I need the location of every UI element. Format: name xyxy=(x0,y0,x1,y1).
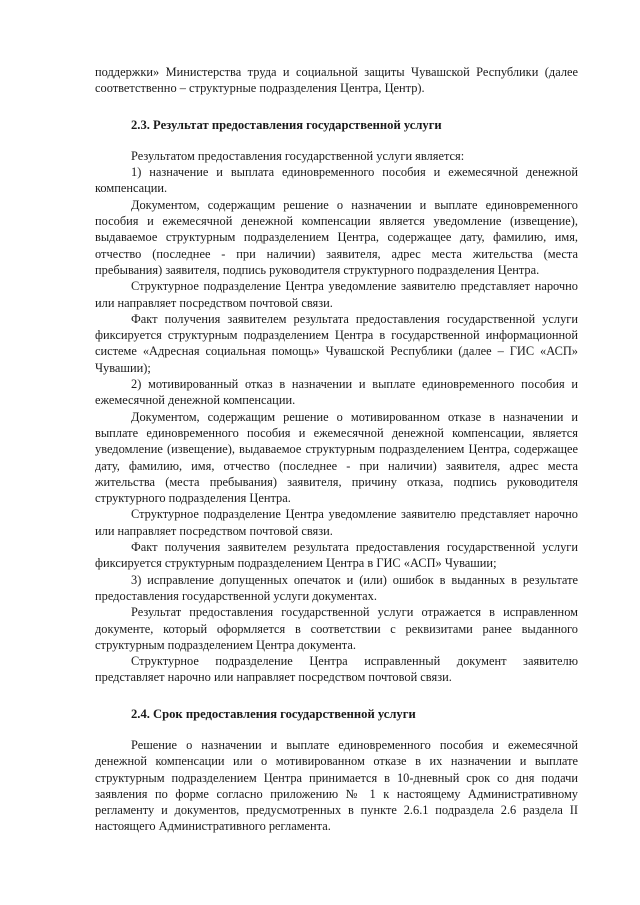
section-2-3-paragraph: 2) мотивированный отказ в назначении и выплате единовременного пособия и ежемесячной денежной компенсации. xyxy=(95,377,578,408)
section-2-3-paragraph: Структурное подразделение Центра исправленный документ заявителю представляет нарочно или направляет посредством почтовой связи. xyxy=(95,654,578,685)
section-2-3-paragraph: 1) назначение и выплата единовременного пособия и ежемесячной денежной компенсации. xyxy=(95,165,578,196)
section-2-3-paragraph: Результатом предоставления государственной услуги является: xyxy=(131,148,465,163)
section-heading-2-4: 2.4. Срок предоставления государственной услуги xyxy=(131,706,416,721)
section-2-3-paragraph: Структурное подразделение Центра уведомление заявителю представляет нарочно или направляет посредством почтовой связи. xyxy=(95,279,578,310)
intro-paragraph: поддержки» Министерства труда и социальной защиты Чувашской Республики (далее соответственно – структурные подразделения Центра, Центр). xyxy=(95,65,578,96)
section-2-3-paragraph: Факт получения заявителем результата предоставления государственной услуги фиксируется структурным подразделением Центра в государственной информационной системе «Адресная социальная помощь» Чувашской Республики (далее – ГИС «АСП» Чувашии); xyxy=(95,311,578,375)
section-2-3-paragraph: Результат предоставления государственной услуги отражается в исправленном документе, который оформляется в соответствии с реквизитами ранее выданного структурным подразделением Центра документа. xyxy=(95,605,578,652)
section-2-4-paragraph: Решение о назначении и выплате единовременного пособия и ежемесячной денежной компенсации или о мотивированном отказе в их назначении и выплате структурным подразделением Центра принимается в 10-дневный срок со дня подачи заявления по форме согласно приложению № 1 к настоящему Административному регламенту и документов, предусмотренных в пункте 2.6.1 подраздела 2.6 раздела II настоящего Административного регламента. xyxy=(95,737,578,834)
document-page xyxy=(95,64,578,835)
section-2-3-paragraph: Факт получения заявителем результата предоставления государственной услуги фиксируется структурным подразделением Центра в ГИС «АСП» Чувашии; xyxy=(95,540,578,571)
section-2-3-paragraph: 3) исправление допущенных опечаток и (или) ошибок в выданных в результате предоставления государственной услуги документах. xyxy=(95,572,578,603)
section-2-3-paragraph: Структурное подразделение Центра уведомление заявителю представляет нарочно или направляет посредством почтовой связи. xyxy=(95,507,578,538)
section-2-3-paragraph: Документом, содержащим решение о назначении и выплате единовременного пособия и ежемесячной денежной компенсации является уведомление (извещение), выдаваемое структурным подразделением Центра, содержащее дату, фамилию, имя, отчество (последнее - при наличии) заявителя, адрес места жительства (места пребывания) заявителя, подпись руководителя структурного подразделения Центра. xyxy=(95,197,578,277)
section-heading-2-3: 2.3. Результат предоставления государственной услуги xyxy=(131,117,442,132)
section-2-3-paragraph: Документом, содержащим решение о мотивированном отказе в назначении и выплате единовременного пособия и ежемесячной денежной компенсации, является уведомление (извещение), выдаваемое структурным подразделением Центра, содержащее дату, фамилию, имя, отчество (последнее - при наличии) заявителя, адрес места жительства (места пребывания) заявителя, причину отказа, подпись руководителя структурного подразделения Центра. xyxy=(95,409,578,506)
